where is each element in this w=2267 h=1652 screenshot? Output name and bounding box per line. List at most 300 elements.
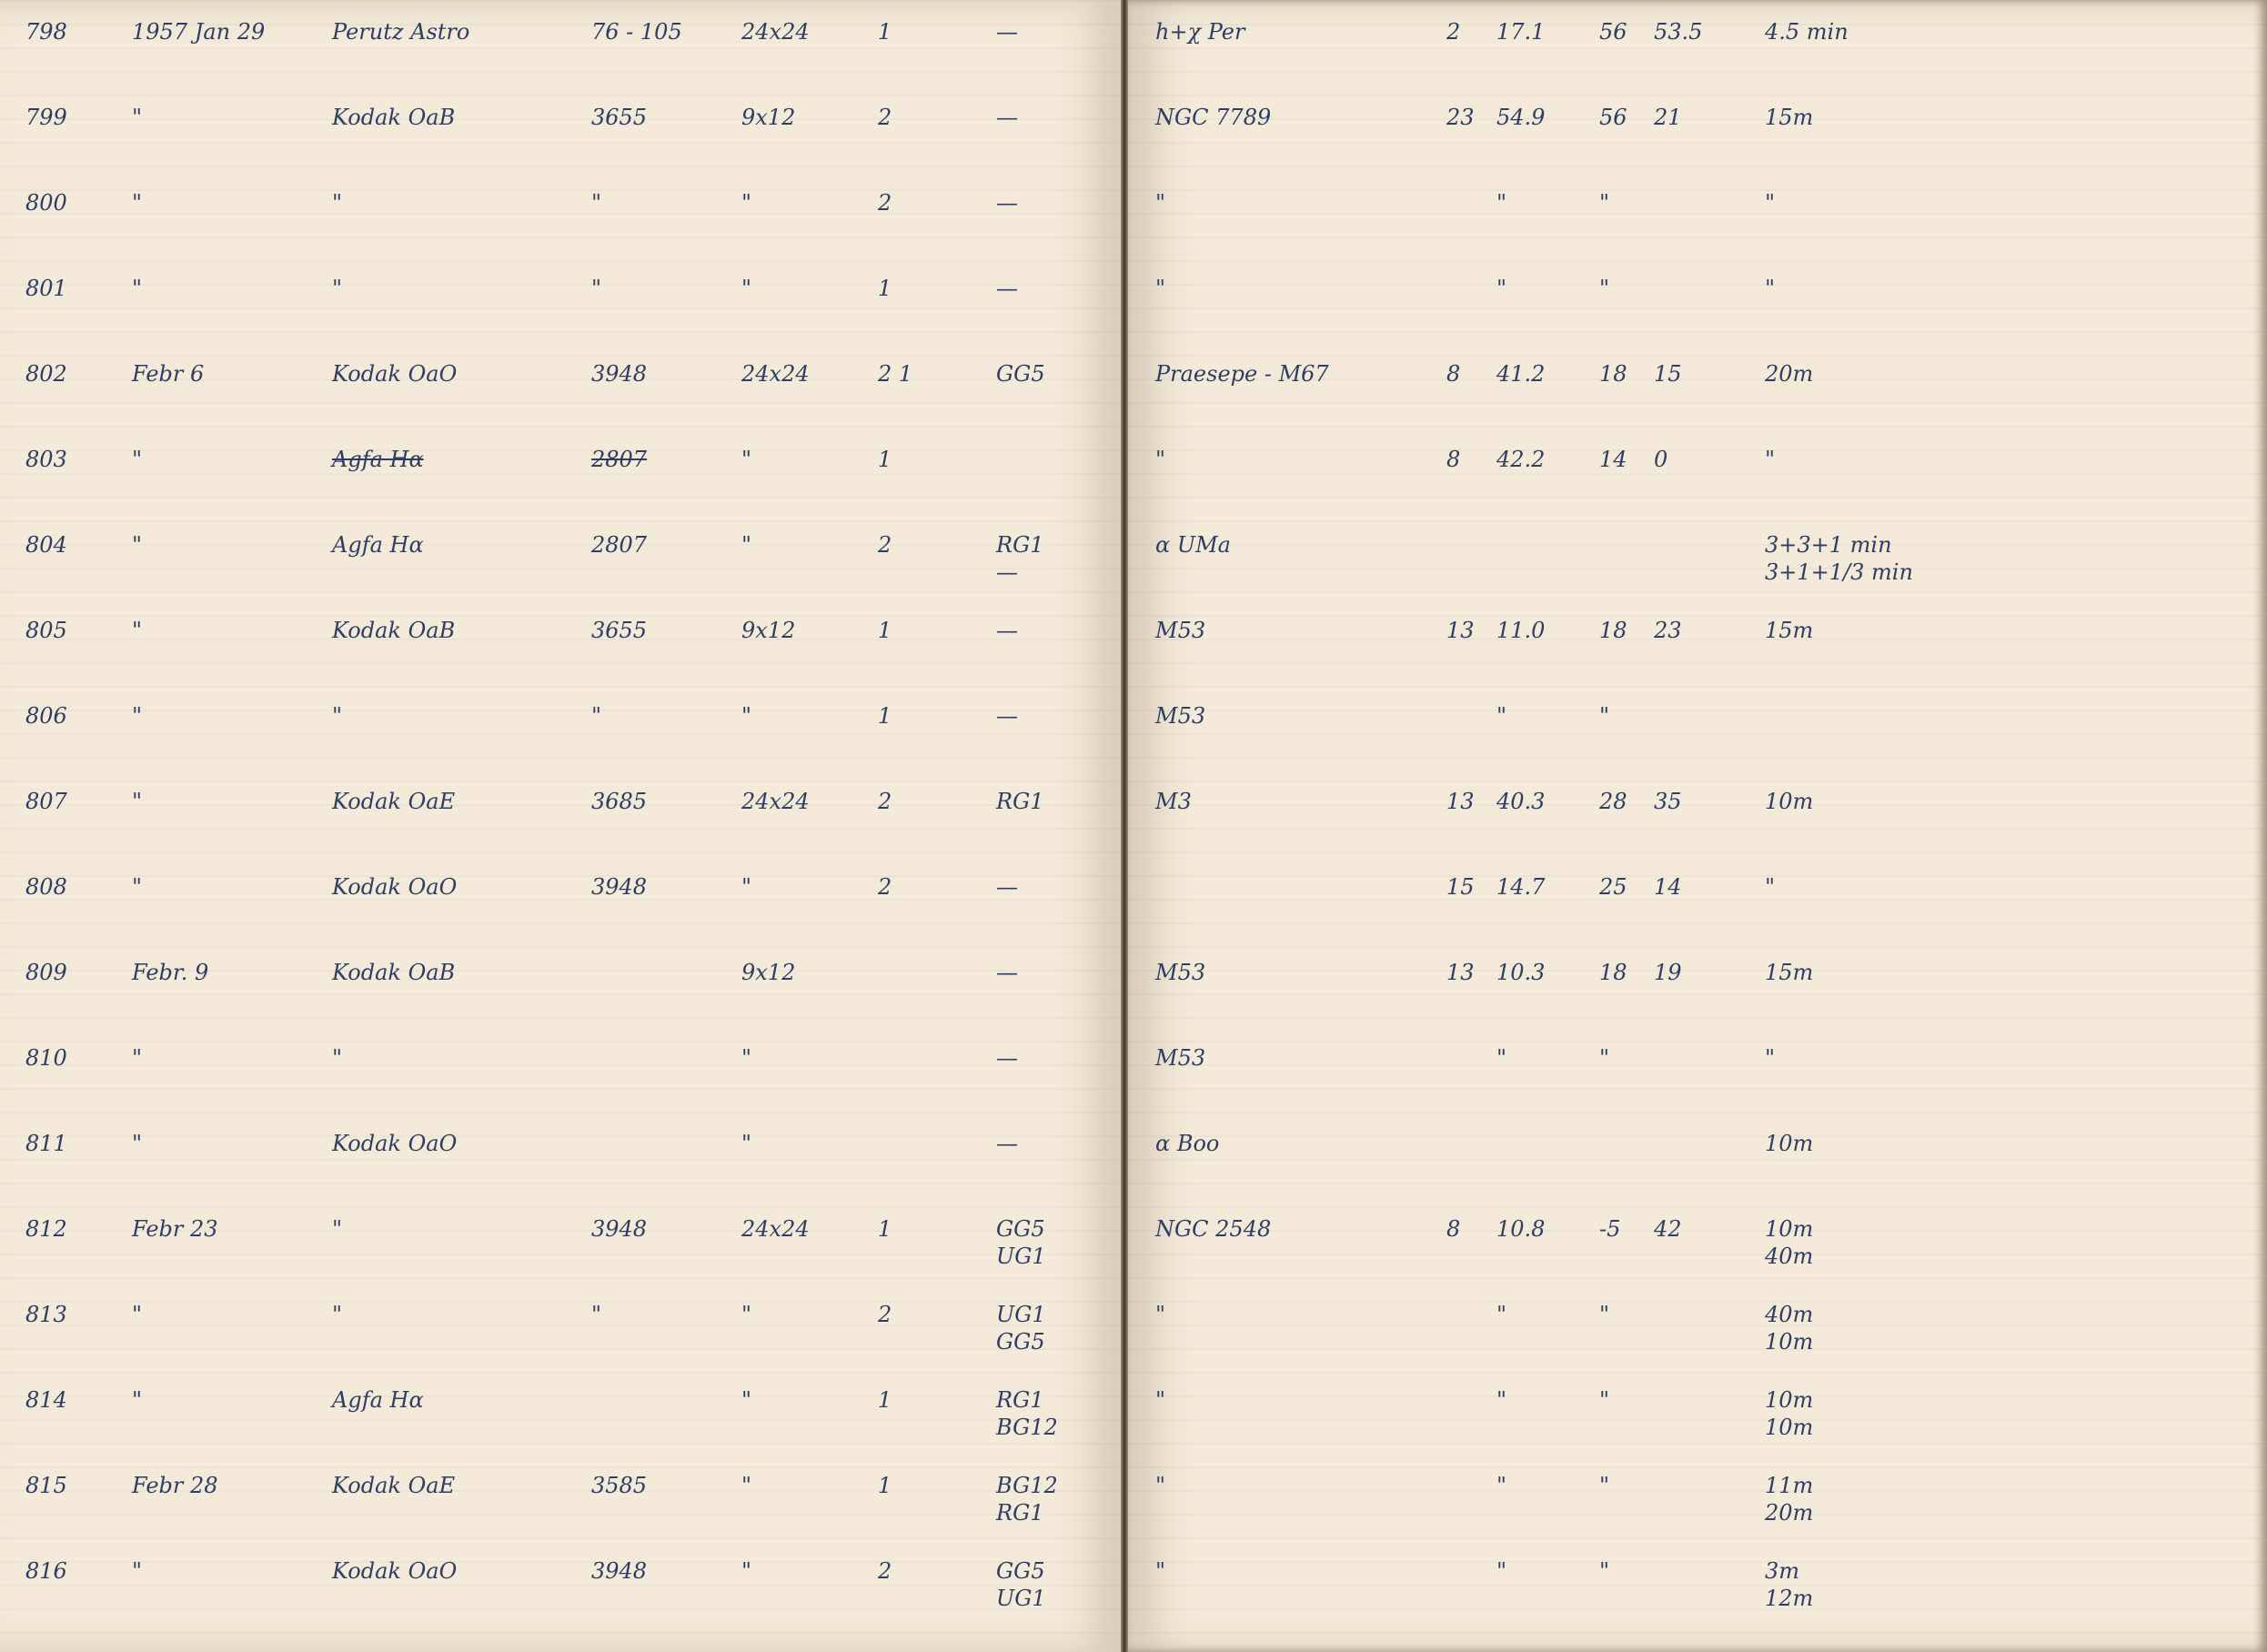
date: Febr 6: [132, 361, 205, 387]
object-row: [1128, 360, 2267, 442]
exposure-line: ": [1765, 447, 1776, 472]
object-row: [1128, 1301, 2267, 1383]
emulsion-number: 3655: [591, 618, 648, 643]
plate-number: 816: [25, 1558, 67, 1584]
dec-degrees: 18: [1599, 361, 1627, 387]
ra-minutes: ": [1496, 190, 1507, 216]
filter-cell: [996, 1215, 1046, 1270]
date: ": [132, 190, 143, 216]
object-name: ": [1155, 1558, 1166, 1584]
ra-hours: 8: [1446, 447, 1461, 472]
object-row: [1128, 1472, 2267, 1554]
plate-type: Kodak OaE: [332, 1473, 456, 1498]
object-name: M53: [1155, 960, 1206, 985]
dec-degrees: 14: [1599, 447, 1627, 472]
object-name: α Boo: [1155, 1131, 1220, 1156]
object-row: [1128, 702, 2267, 784]
ra-minutes: 10.8: [1496, 1216, 1546, 1242]
emulsion-number: 76 - 105: [591, 19, 682, 45]
filter-line: RG1: [996, 532, 1044, 558]
log-row: [0, 788, 1121, 870]
plate-size: ": [741, 276, 752, 301]
ra-minutes: ": [1496, 1045, 1507, 1071]
plate-type: ": [332, 190, 343, 216]
ra-minutes: 54.9: [1496, 105, 1546, 130]
ra-minutes: ": [1496, 1302, 1507, 1327]
exposure-cell: [1765, 1557, 1813, 1612]
filter-line: —: [996, 105, 1018, 130]
dec-degrees: -5: [1599, 1216, 1621, 1242]
exposure-count: 2: [878, 789, 892, 814]
exposure-count: 1: [878, 703, 892, 729]
object-name: M3: [1155, 789, 1192, 814]
filter-cell: [996, 360, 1045, 388]
filter-line: RG1: [996, 1500, 1044, 1526]
dec-minutes: 21: [1654, 105, 1682, 130]
object-row: [1128, 104, 2267, 186]
plate-number: 812: [25, 1216, 67, 1242]
emulsion-number: ": [591, 1302, 602, 1327]
filter-cell: [996, 275, 1018, 302]
exposure-count: 2 1: [878, 361, 913, 387]
dec-degrees: 18: [1599, 960, 1627, 985]
book-gutter: [1121, 0, 1128, 1652]
date: ": [132, 1387, 143, 1413]
exposure-line: 10m: [1765, 1131, 1814, 1156]
exposure-count: 2: [878, 1558, 892, 1584]
dec-minutes: 14: [1654, 874, 1682, 900]
filter-line: GG5: [996, 361, 1045, 387]
plate-type: Kodak OaE: [332, 789, 456, 814]
plate-size: ": [741, 874, 752, 900]
plate-size: 24x24: [741, 361, 810, 387]
object-name: Praesepe - M67: [1155, 361, 1329, 387]
dec-degrees: 28: [1599, 789, 1627, 814]
dec-degrees: ": [1599, 276, 1610, 301]
filter-line: —: [996, 276, 1018, 301]
dec-degrees: 25: [1599, 874, 1627, 900]
filter-cell: [996, 959, 1018, 986]
filter-cell: [996, 788, 1044, 815]
emulsion-number: ": [591, 703, 602, 729]
object-row: [1128, 1215, 2267, 1297]
filter-line: UG1: [996, 1586, 1046, 1611]
exposure-cell: [1765, 1301, 1813, 1355]
date: ": [132, 1302, 143, 1327]
filter-line: —: [996, 1045, 1018, 1071]
object-row: [1128, 873, 2267, 955]
ra-minutes: ": [1496, 276, 1507, 301]
dec-minutes: 23: [1654, 618, 1682, 643]
plate-number: 809: [25, 960, 67, 985]
left-page: [0, 0, 1124, 1652]
plate-type: Agfa Hα: [332, 1387, 424, 1413]
exposure-line: 11m: [1765, 1473, 1814, 1498]
plate-size: ": [741, 1387, 752, 1413]
object-row: [1128, 275, 2267, 357]
exposure-line: 3m: [1765, 1558, 1800, 1584]
exposure-cell: [1765, 959, 1813, 986]
plate-size: 9x12: [741, 618, 796, 643]
date: Febr. 9: [132, 960, 209, 985]
emulsion-number: ": [591, 190, 602, 216]
plate-number: 808: [25, 874, 67, 900]
plate-type: Kodak OaB: [332, 105, 456, 130]
exposure-count: 1: [878, 618, 892, 643]
object-row: [1128, 531, 2267, 613]
plate-type: Kodak OaB: [332, 618, 456, 643]
date: ": [132, 532, 143, 558]
plate-number: 807: [25, 789, 67, 814]
object-name: M53: [1155, 1045, 1206, 1071]
emulsion-number: 3585: [591, 1473, 648, 1498]
filter-cell: [996, 1130, 1018, 1157]
ra-minutes: 14.7: [1496, 874, 1546, 900]
date: ": [132, 874, 143, 900]
exposure-line: 20m: [1765, 1500, 1814, 1526]
exposure-count: 2: [878, 874, 892, 900]
plate-size: ": [741, 1131, 752, 1156]
ra-minutes: 10.3: [1496, 960, 1546, 985]
exposure-cell: [1765, 446, 1775, 473]
exposure-count: 1: [878, 1387, 892, 1413]
filter-cell: [996, 531, 1044, 586]
object-row: [1128, 788, 2267, 870]
log-row: [0, 104, 1121, 186]
object-name: ": [1155, 276, 1166, 301]
exposure-cell: [1765, 1386, 1813, 1441]
filter-line: —: [996, 703, 1018, 729]
exposure-cell: [1765, 1215, 1813, 1270]
dec-minutes: 19: [1654, 960, 1682, 985]
exposure-line: 3+1+1/3 min: [1765, 559, 1913, 585]
ra-hours: 23: [1446, 105, 1475, 130]
exposure-cell: [1765, 1130, 1813, 1157]
ra-hours: 15: [1446, 874, 1475, 900]
ra-hours: 8: [1446, 361, 1461, 387]
emulsion-number: 2807: [591, 532, 648, 558]
log-row: [0, 531, 1121, 613]
exposure-cell: [1765, 275, 1775, 302]
plate-type: ": [332, 1216, 343, 1242]
filter-line: UG1: [996, 1302, 1046, 1327]
emulsion-number: 3948: [591, 361, 648, 387]
dec-degrees: ": [1599, 1473, 1610, 1498]
plate-number: 805: [25, 618, 67, 643]
plate-size: 9x12: [741, 105, 796, 130]
log-row: [0, 18, 1121, 100]
log-row: [0, 189, 1121, 271]
filter-cell: [996, 1386, 1058, 1441]
log-row: [0, 1386, 1121, 1468]
dec-minutes: 35: [1654, 789, 1682, 814]
exposure-line: ": [1765, 276, 1776, 301]
plate-number: 815: [25, 1473, 67, 1498]
object-row: [1128, 1044, 2267, 1126]
filter-cell: [996, 104, 1018, 131]
ra-minutes: ": [1496, 1473, 1507, 1498]
date: Febr 23: [132, 1216, 218, 1242]
date: 1957 Jan 29: [132, 19, 266, 45]
log-row: [0, 1301, 1121, 1383]
dec-minutes: 42: [1654, 1216, 1682, 1242]
plate-size: 24x24: [741, 1216, 810, 1242]
date: ": [132, 703, 143, 729]
emulsion-number: 3685: [591, 789, 648, 814]
exposure-line: 10m: [1765, 1387, 1814, 1413]
filter-line: —: [996, 874, 1018, 900]
plate-type: Kodak OaO: [332, 361, 458, 387]
filter-line: —: [996, 19, 1018, 45]
emulsion-number: 3948: [591, 1216, 648, 1242]
exposure-count: 2: [878, 190, 892, 216]
date: ": [132, 1045, 143, 1071]
date: Febr 28: [132, 1473, 218, 1498]
dec-degrees: ": [1599, 703, 1610, 729]
emulsion-number: 3655: [591, 105, 648, 130]
exposure-line: 20m: [1765, 361, 1814, 387]
object-name: ": [1155, 190, 1166, 216]
plate-type: Agfa Hα: [332, 532, 424, 558]
date: ": [132, 276, 143, 301]
exposure-cell: [1765, 189, 1775, 217]
date: ": [132, 618, 143, 643]
log-row: [0, 275, 1121, 357]
log-row: [0, 360, 1121, 442]
ra-hours: 13: [1446, 618, 1475, 643]
object-row: [1128, 18, 2267, 100]
exposure-cell: [1765, 1044, 1775, 1072]
exposure-line: 15m: [1765, 960, 1814, 985]
plate-number: 799: [25, 105, 67, 130]
exposure-cell: [1765, 18, 1849, 45]
date: ": [132, 447, 143, 472]
object-name: M53: [1155, 703, 1206, 729]
plate-type: ": [332, 1302, 343, 1327]
filter-cell: [996, 1472, 1058, 1526]
plate-size: ": [741, 1045, 752, 1071]
ra-hours: 13: [1446, 789, 1475, 814]
filter-cell: [996, 702, 1018, 730]
date: ": [132, 1131, 143, 1156]
plate-type: ": [332, 276, 343, 301]
plate-size: ": [741, 1473, 752, 1498]
object-name: M53: [1155, 618, 1206, 643]
exposure-cell: [1765, 788, 1813, 815]
filter-line: RG1: [996, 1387, 1044, 1413]
plate-type: Kodak OaB: [332, 960, 456, 985]
emulsion-number: 3948: [591, 1558, 648, 1584]
emulsion-number: ": [591, 276, 602, 301]
exposure-line: 15m: [1765, 618, 1814, 643]
exposure-cell: [1765, 617, 1813, 644]
filter-cell: [996, 1557, 1046, 1612]
filter-line: RG1: [996, 789, 1044, 814]
object-row: [1128, 1557, 2267, 1639]
right-page: [1128, 0, 2267, 1652]
plate-size: ": [741, 1558, 752, 1584]
plate-size: ": [741, 1302, 752, 1327]
filter-line: GG5: [996, 1216, 1045, 1242]
plate-number: 798: [25, 19, 67, 45]
object-row: [1128, 189, 2267, 271]
plate-size: ": [741, 703, 752, 729]
plate-number: 811: [25, 1131, 67, 1156]
emulsion-number: 2807: [591, 447, 648, 472]
object-name: ": [1155, 1302, 1166, 1327]
filter-line: —: [996, 618, 1018, 643]
exposure-line: 15m: [1765, 105, 1814, 130]
filter-cell: [996, 873, 1018, 901]
plate-number: 801: [25, 276, 67, 301]
ra-minutes: ": [1496, 1558, 1507, 1584]
exposure-count: 2: [878, 1302, 892, 1327]
log-row: [0, 959, 1121, 1041]
dec-minutes: 15: [1654, 361, 1682, 387]
filter-line: BG12: [996, 1415, 1058, 1440]
log-row: [0, 873, 1121, 955]
exposure-line: 3+3+1 min: [1765, 532, 1892, 558]
exposure-count: 1: [878, 1473, 892, 1498]
ra-minutes: 41.2: [1496, 361, 1546, 387]
exposure-cell: [1765, 104, 1813, 131]
ra-hours: 2: [1446, 19, 1461, 45]
ra-minutes: ": [1496, 703, 1507, 729]
plate-type: Kodak OaO: [332, 1131, 458, 1156]
emulsion-number: 3948: [591, 874, 648, 900]
plate-size: ": [741, 532, 752, 558]
exposure-cell: [1765, 360, 1813, 388]
plate-number: 803: [25, 447, 67, 472]
plate-number: 814: [25, 1387, 67, 1413]
exposure-count: 2: [878, 105, 892, 130]
filter-cell: [996, 617, 1018, 644]
ra-hours: 13: [1446, 960, 1475, 985]
plate-number: 810: [25, 1045, 67, 1071]
object-row: [1128, 959, 2267, 1041]
plate-number: 800: [25, 190, 67, 216]
log-row: [0, 617, 1121, 699]
exposure-line: 10m: [1765, 1329, 1814, 1355]
exposure-line: ": [1765, 1045, 1776, 1071]
log-row: [0, 1472, 1121, 1554]
object-row: [1128, 1130, 2267, 1212]
exposure-line: 10m: [1765, 789, 1814, 814]
ra-minutes: 17.1: [1496, 19, 1546, 45]
object-name: NGC 2548: [1155, 1216, 1272, 1242]
date: ": [132, 789, 143, 814]
plate-size: 24x24: [741, 789, 810, 814]
plate-size: 9x12: [741, 960, 796, 985]
filter-line: UG1: [996, 1244, 1046, 1269]
plate-type: Kodak OaO: [332, 874, 458, 900]
object-row: [1128, 1386, 2267, 1468]
log-row: [0, 1130, 1121, 1212]
object-name: ": [1155, 447, 1166, 472]
log-row: [0, 1044, 1121, 1126]
plate-number: 804: [25, 532, 67, 558]
object-row: [1128, 446, 2267, 528]
ra-hours: 8: [1446, 1216, 1461, 1242]
plate-number: 813: [25, 1302, 67, 1327]
exposure-count: 1: [878, 19, 892, 45]
object-name: h+χ Per: [1155, 19, 1245, 45]
plate-number: 802: [25, 361, 67, 387]
object-name: ": [1155, 1387, 1166, 1413]
exposure-line: 12m: [1765, 1586, 1814, 1611]
filter-line: —: [996, 1131, 1018, 1156]
filter-cell: [996, 18, 1018, 45]
object-name: ": [1155, 1473, 1166, 1498]
dec-degrees: 18: [1599, 618, 1627, 643]
filter-cell: [996, 189, 1018, 217]
log-row: [0, 1215, 1121, 1297]
plate-size: 24x24: [741, 19, 810, 45]
exposure-count: 2: [878, 532, 892, 558]
plate-type: Agfa Hα: [332, 447, 424, 472]
dec-degrees: 56: [1599, 19, 1627, 45]
filter-line: BG12: [996, 1473, 1058, 1498]
exposure-count: 1: [878, 1216, 892, 1242]
exposure-line: 10m: [1765, 1415, 1814, 1440]
date: ": [132, 105, 143, 130]
ra-minutes: 11.0: [1496, 618, 1546, 643]
plate-size: ": [741, 447, 752, 472]
log-row: [0, 702, 1121, 784]
object-row: [1128, 617, 2267, 699]
object-name: α UMa: [1155, 532, 1231, 558]
plate-type: ": [332, 703, 343, 729]
log-row: [0, 446, 1121, 528]
date: ": [132, 1558, 143, 1584]
filter-cell: [996, 1301, 1046, 1355]
exposure-count: 1: [878, 447, 892, 472]
plate-type: Kodak OaO: [332, 1558, 458, 1584]
exposure-cell: [1765, 531, 1913, 586]
plate-type: Perutz Astro: [332, 19, 470, 45]
exposure-line: ": [1765, 874, 1776, 900]
dec-degrees: ": [1599, 1045, 1610, 1071]
filter-cell: [996, 1044, 1018, 1072]
dec-minutes: 53.5: [1654, 19, 1703, 45]
exposure-count: 1: [878, 276, 892, 301]
exposure-line: ": [1765, 190, 1776, 216]
filter-line: —: [996, 190, 1018, 216]
filter-line: —: [996, 960, 1018, 985]
exposure-line: 10m: [1765, 1216, 1814, 1242]
plate-number: 806: [25, 703, 67, 729]
dec-degrees: ": [1599, 190, 1610, 216]
ra-minutes: 40.3: [1496, 789, 1546, 814]
filter-line: —: [996, 559, 1018, 585]
exposure-line: 40m: [1765, 1302, 1814, 1327]
ra-minutes: ": [1496, 1387, 1507, 1413]
dec-minutes: 0: [1654, 447, 1668, 472]
plate-size: ": [741, 190, 752, 216]
plate-type: ": [332, 1045, 343, 1071]
exposure-line: 4.5 min: [1765, 19, 1849, 45]
ra-minutes: 42.2: [1496, 447, 1546, 472]
dec-degrees: ": [1599, 1302, 1610, 1327]
exposure-line: 40m: [1765, 1244, 1814, 1269]
dec-degrees: ": [1599, 1387, 1610, 1413]
exposure-cell: [1765, 1472, 1813, 1526]
exposure-cell: [1765, 873, 1775, 901]
object-name: NGC 7789: [1155, 105, 1272, 130]
log-row: [0, 1557, 1121, 1639]
filter-line: GG5: [996, 1558, 1045, 1584]
dec-degrees: 56: [1599, 105, 1627, 130]
